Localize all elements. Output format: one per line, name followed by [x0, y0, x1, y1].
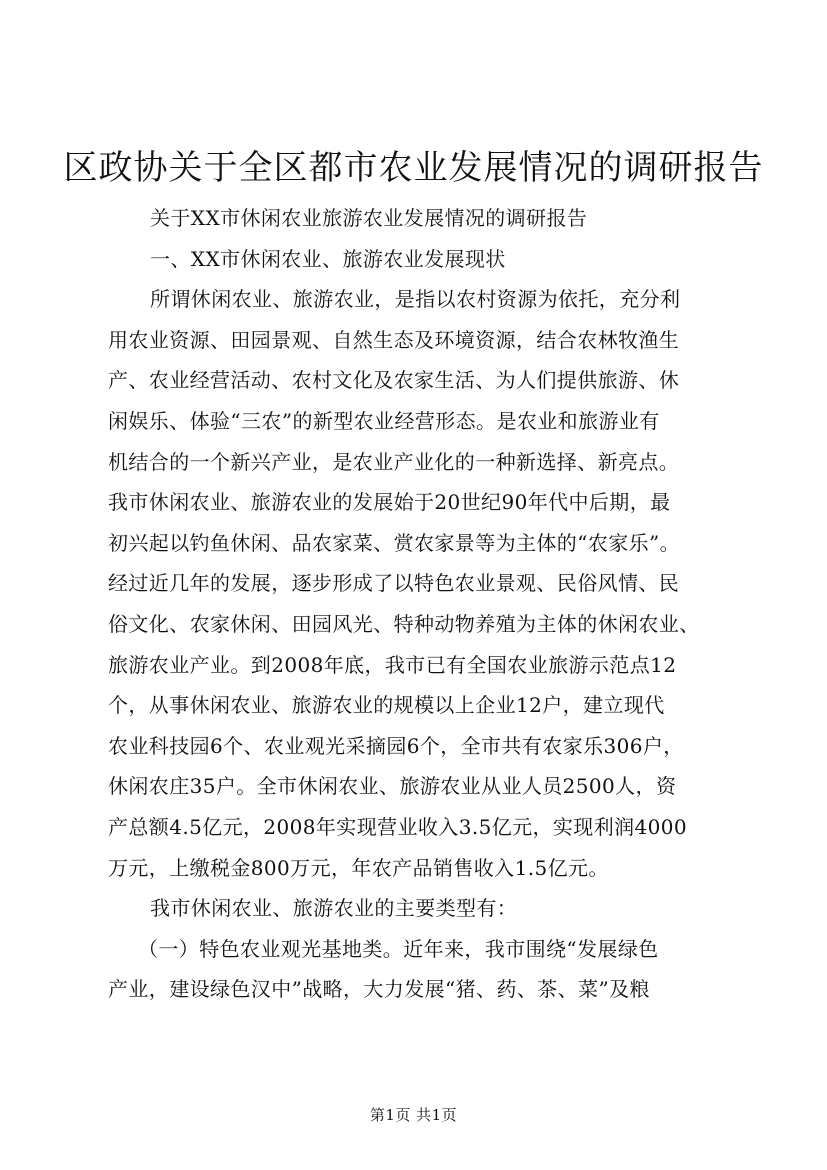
paragraph-line: 我市休闲农业、旅游农业的主要类型有： — [150, 896, 518, 921]
section-heading: 一、XX市休闲农业、旅游农业发展现状 — [150, 246, 506, 271]
paragraph-line: 俗文化、农家休闲、田园风光、特种动物养殖为主体的休闲农业、 — [108, 611, 700, 636]
paragraph-line: 产总额4.5亿元，2008年实现营业收入3.5亿元，实现利润4000 — [108, 814, 688, 839]
subtitle-line: 关于XX市休闲农业旅游农业发展情况的调研报告 — [150, 206, 588, 230]
paragraph-line: 机结合的一个新兴产业，是农业产业化的一种新选择、新亮点。 — [108, 449, 680, 474]
paragraph-line: 休闲农庄35户。全市休闲农业、旅游农业从业人员2500人，资 — [108, 774, 677, 799]
document-body — [108, 198, 720, 1010]
paragraph-line: 所谓休闲农业、旅游农业，是指以农村资源为依托，充分利 — [150, 287, 681, 312]
paragraph-line: （一）特色农业观光基地类。近年来，我市围绕“发展绿色 — [138, 936, 659, 961]
paragraph-line: 产业，建设绿色汉中”战略，大力发展“猪、药、茶、菜”及粮 — [108, 977, 650, 1002]
paragraph-line: 万元，上缴税金800万元，年农产品销售收入1.5亿元。 — [108, 855, 609, 880]
document-title: 区政协关于全区都市农业发展情况的调研报告 — [63, 148, 764, 188]
paragraph-line: 经过近几年的发展，逐步形成了以特色农业景观、民俗风情、民 — [108, 571, 680, 596]
paragraph-line: 农业科技园6个、农业观光采摘园6个，全市共有农家乐306户， — [108, 733, 684, 758]
paragraph-line: 初兴起以钓鱼休闲、品农家菜、赏农家景等为主体的“农家乐”。 — [108, 530, 681, 555]
page-footer: 第1页 共1页 — [369, 1106, 458, 1124]
paragraph-line: 闲娱乐、体验“三农”的新型农业经营形态。是农业和旅游业有 — [108, 408, 660, 433]
paragraph-line: 我市休闲农业、旅游农业的发展始于20世纪90年代中后期，最 — [108, 490, 671, 515]
paragraph-line: 个，从事休闲农业、旅游农业的规模以上企业12户，建立现代 — [108, 693, 665, 718]
paragraph-line: 旅游农业产业。到2008年底，我市已有全国农业旅游示范点12 — [108, 652, 677, 677]
paragraph-line: 用农业资源、田园景观、自然生态及环境资源，结合农林牧渔生 — [108, 327, 680, 352]
paragraph-line: 产、农业经营活动、农村文化及农家生活、为人们提供旅游、休 — [108, 368, 680, 393]
